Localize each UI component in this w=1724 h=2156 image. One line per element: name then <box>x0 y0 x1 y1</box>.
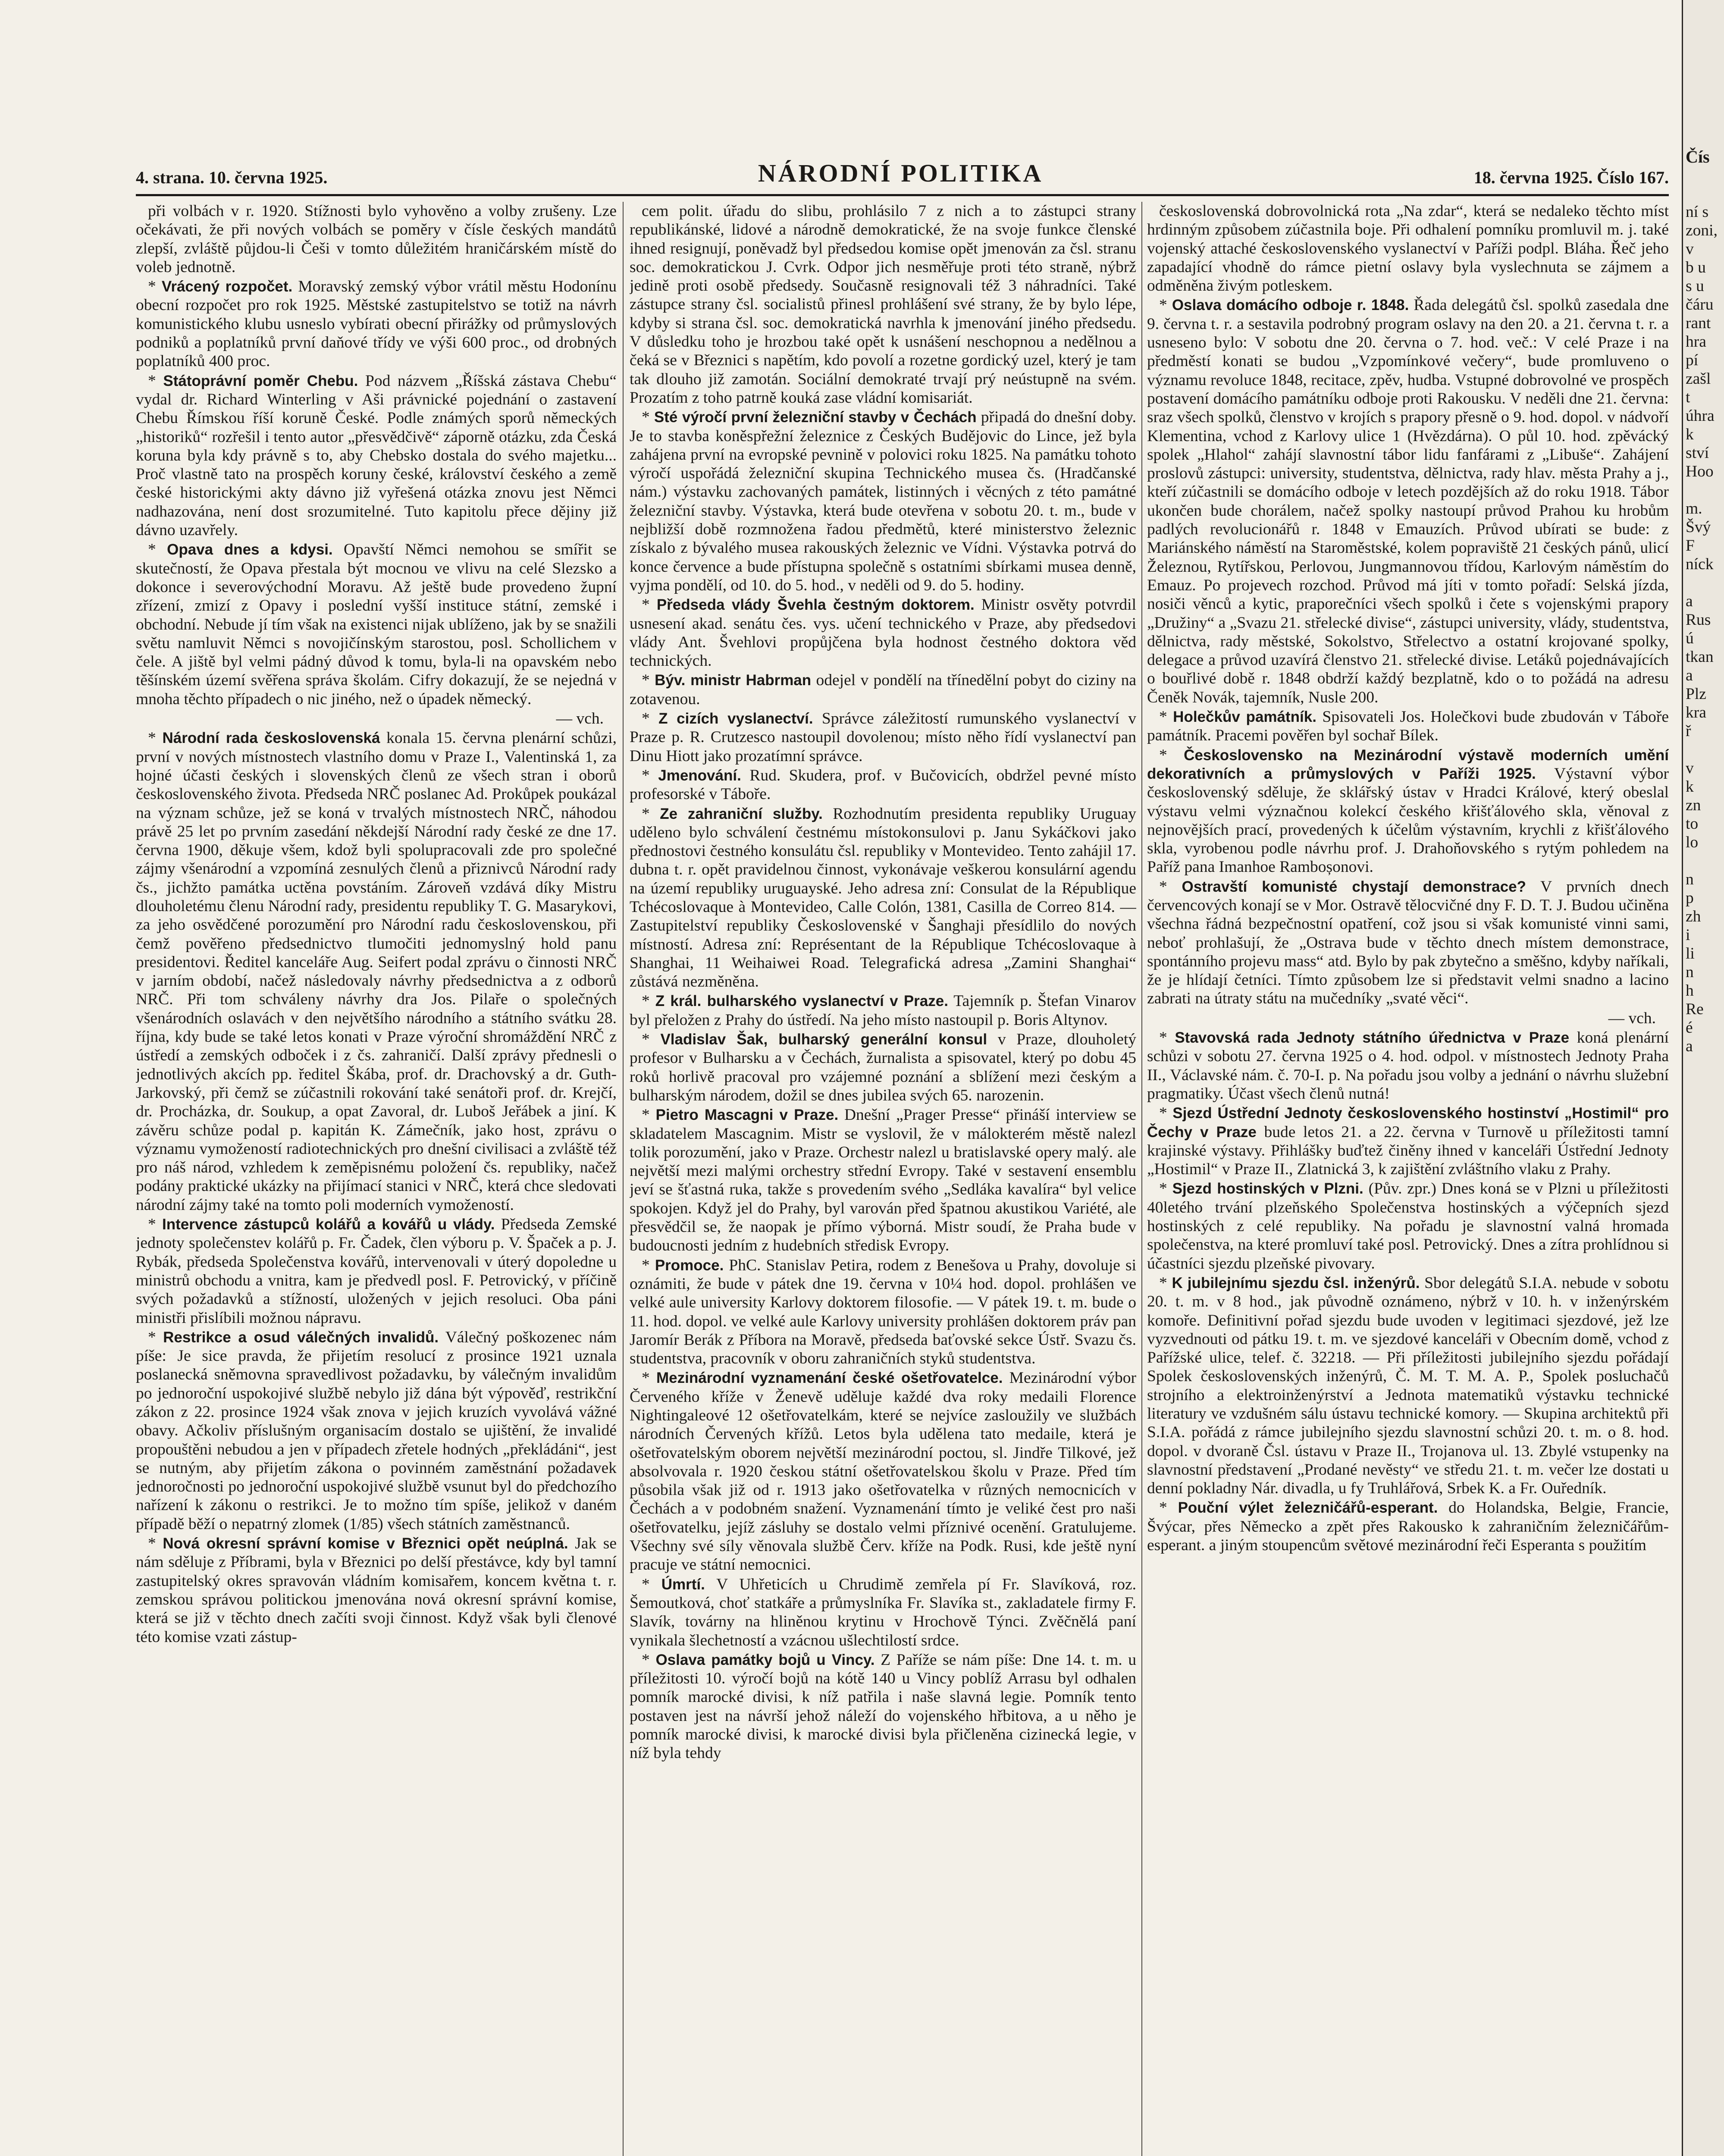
adjacent-page-line: ní s <box>1686 203 1709 221</box>
adjacent-page-line: li <box>1686 945 1695 962</box>
article-paragraph <box>136 202 617 276</box>
article-headline: Sté výročí první železniční stavby v Čechách <box>654 409 977 426</box>
adjacent-page-line: ství <box>1686 444 1709 462</box>
article-headline: Sjezd hostinských v Plzni. <box>1172 1180 1364 1197</box>
article-headline: Národní rada československá <box>162 730 380 747</box>
column-divider <box>623 202 624 2156</box>
article-text: cem polit. úřadu do slibu, prohlásilo 7 z nich a to zástupci strany republikánské, lidové a národně demokratické, že na svoje funkce členské ihned resignují, poněvadž byl předsedou komise opět jmenován za čsl. stranu soc. demokratickou J. Cvrk. Odpor jich nesměřuje proti této straně, nýbrž jedině proti osobě předsedy. Současně resignovali též 3 náhradníci. Také zástupce strany čsl. socialistů přinesl prohlášení své strany, že by bylo lépe, kdyby si strana čsl. soc. demokratická navrhla k jmenování jiného předsedu. V důsledku toho je hrozbou také opět k usnášení neschopnou a nedělnou a čeká se v Březnici s napětím, kdo povolí a rozetne gordický uzel, který je tam tak dlouho již zamotán. Sociální demokraté trvají prý neústupně na svém. Prozatím z toho patrně kouká zase vládní komisariát. <box>630 202 1136 407</box>
article-headline: Restrikce a osud válečných invalidů. <box>163 1329 439 1346</box>
article-headline: Československo na Mezinárodní výstavě moderních umění dekorativních a průmyslových v Paříži 1925. <box>1147 746 1669 782</box>
adjacent-page-line: to <box>1686 815 1699 833</box>
article-headline: Promoce. <box>655 1257 724 1274</box>
article-paragraph <box>1147 202 1669 295</box>
article-headline: K jubilejnímu sjezdu čsl. inženýrů. <box>1172 1274 1420 1291</box>
article-paragraph: * Restrikce a osud válečných invalidů. Válečný poškozenec nám píše: Je sice pravda, že přijetím resolucí z prosince 1921 uznala poslanecká sněmovna spravedlivost požadavku, by válečným invalidům po jednoroční uspokojivé službě nebylo již dána být výpověď, restrikční zákon z 22. prosince 1924 však znova v jejich kruzích vyvolává vážné obavy. Ačkoliv příslušným organisacím dostalo se ujištění, že invalidé propouštěni nebudou a jen v případech zřetele hodných „překládáni“, jest se nutným, aby přijetím zákona o povinném zaměstnání požadavek jednoročnosti po jednoroční uspokojivé službě vsunut byl do předchozího nařízení k zákonu o restrikci. Je to možno tím spíše, jelikož v daném případě běží o nepatrný zlomek (1/85) všech státních zaměstnanců. <box>136 1328 617 1533</box>
article-text: Sbor delegátů S.I.A. nebude v sobotu 20. t. m. v 8 hod., jak původně oznámeno, nýbrž v 10. h. v inženýrském komoře. Definitivní pořad sjezdu bude uvoden v legitimaci sjezdové, jež lze vyzvednouti od pátku 19. t. m. ve sjezdové kanceláři v Obecním domě, vchod z Pařížské ulice, telef. č. 32218. — Při příležitosti jubilejního sjezdu pořádají Spolek československých inženýrů, Č. M. T. M. A. P., Spolek posluchačů strojního a elektroinženýrství a Jednota matematiků výstavku technické literatury ve vzdušném sálu ústavu technické komory. — Skupina architektů při S.I.A. pořádá z rámce jubilejního sjezdu slavnostní schůzi 20. t. m. o 8. hod. dopol. v dvoraně Čsl. ústavu v Praze II., Trojanova ul. 13. Zbylé vstupenky na slavnostní představení „Prodané nevěsty“ ve středu 21. t. m. večer lze dostati u denní pokladny Nár. divadla, u fy Truhlářová, Srbek K. a Fr. Ouředník. <box>1147 1274 1669 1498</box>
adjacent-page-line: zoni, <box>1686 222 1718 239</box>
adjacent-page-line: Hoo <box>1686 463 1714 480</box>
article-signature: — vch. <box>1608 1009 1656 1027</box>
article-paragraph <box>630 202 1136 407</box>
article-text: při volbách v r. 1920. Stížnosti bylo vyhověno a volby zrušeny. Lze očekávati, že při nových volbách se poměry v čísle českých mandátů zlepší, zvláště půjdou-li Češi v tomto důležitém hraničárském místě do voleb jednotně. <box>136 202 617 276</box>
article-text: Jak se nám sděluje z Příbrami, byla v Březnici po delší přestávce, kdy byl tamní zastupitelský okres spravován vládním komisařem, koncem května t. r. zemskou správou politickou jmenována nová okresní správní komise, která se již v těchto dnech začíti svoji činnost. Když však byli členové této komise vzati zástup- <box>136 1535 617 1646</box>
article-paragraph: * Opava dnes a kdysi. Opavští Němci nemohou se smířit se skutečností, že Opava přestala být mocnou ve vlivu na celé Slezsko a dokonce i severovýchodní Moravu. Až ještě bude provedeno župní zřízení, zmizí z Opavy i poslední vyšší instituce státní, zemské i obchodní. Nebude jí tím však na existenci nijak ublíženo, jak by se snažili světu namluvit Němci s novojičínským starostou, posl. Schollichem v čele. A jiště byl velmi pádný důvod k tomu, byla-li na opavském nebo těšínském území svěřena správa školám. Cifry dokazují, že se nejedná v mnoha těchto případech o nic jiného, než o úpadek německý. <box>136 541 617 708</box>
article-paragraph: * Ostravští komunisté chystají demonstrace? V prvních dnech červencových konají se v Mor. Ostravě tělocvičné dny F. D. T. J. Budou učiněna všechna řádná bezpečnostní opatření, což jsou si však komunisté vinni sami, neboť prohlašují, že „Ostrava bude v těchto dnech místem demonstrace, spontánního projevu mass“ atd. Bylo by pak zbytečno a směšno, kdyby naříkali, že je hlídají četníci. Tímto způsobem lze si představit velmi snadno a lacino zabrati na útraty státu na mučedníky „svaté věci“. <box>1147 877 1669 1008</box>
adjacent-page-line: zašl <box>1686 370 1711 388</box>
adjacent-page-line: h <box>1686 982 1694 1000</box>
article-headline: Pietro Mascagni v Praze. <box>655 1106 839 1124</box>
article-paragraph: * Holečkův památník. Spisovateli Jos. Holečkovi bude zbudován v Táboře památník. Pracemi pověřen byl sochař Bílek. <box>1147 708 1669 745</box>
article-headline: Opava dnes a kdysi. <box>167 541 333 558</box>
adjacent-page-line: Rus <box>1686 611 1711 629</box>
article-paragraph: * Oslava památky bojů u Vincy. Z Paříže se nám píše: Dne 14. t. m. u příležitosti 10. výročí bojů na kótě 140 u Vincy poblíž Arrasu byl odhalen pomník marocké divisi, k níž patřila i naše slavná legie. Pomník tento postaven jest na návrší jehož náleží do vojenského hřbitova, a u něho je pomník marocké divisi, k marocké divisi byla přičleněna cizinecká legie, v níž byla tehdy <box>630 1651 1136 1762</box>
article-paragraph: * Mezinárodní vyznamenání české ošetřovatelce. Mezinárodní výbor Červeného kříže v Ženevě uděluje každé dva roky medaili Florence Nightingaleové 12 ošetřovatelkám, které se nejvíce zasloužily ve službách národních Červených křížů. Letos byla udělena tato medaile, která je ošetřovatelským oborem největší mezinárodní poctou, sl. Jindře Tilkové, jež absolvovala r. 1920 českou státní ošetřovatelskou školu v Praze. Před tím působila však již od r. 1913 jako ošetřovatelka v různých nemocnicích v Čechách a v podobném snažení. Vyznamenání tímto je veliké čest pro naši ošetřovatelku, jejíž zásluhy se dostalo velmi příznivé ocenění. Gratulujeme. Všechny své síly věnovala službě Červ. kříže na Podk. Rusi, kde ještě nyní pracuje ve státní nemocnici. <box>630 1369 1136 1574</box>
adjacent-page-line: Plz <box>1686 685 1706 703</box>
adjacent-page-line: a <box>1686 667 1693 684</box>
article-text: v Praze, dlouholetý profesor v Bulharsku a v Čechách, žurnalista a spisovatel, který po dobu 45 roků horlivě pracoval pro vzájemné poznání a sblížení mezi českým a bulharským národem, dožil se dnes jubilea svých 65. narozenin. <box>630 1031 1136 1104</box>
article-text: odejel v pondělí na třínedělní pobyt do ciziny na zotavenou. <box>630 671 1136 708</box>
article-paragraph: * Stavovská rada Jednoty státního úřednictva v Praze koná plenární schůzi v sobotu 27. června 1925 o 4. hod. odpol. v místnostech Jednoty Praha II., Václavské nám. č. 70-I. p. Na pořadu jsou volby a jednání o návrhu služební pragmatiky. Účast všech členů nutná! <box>1147 1029 1669 1103</box>
article-paragraph: * Z cizích vyslanectví. Správce záležitostí rumunského vyslanectví v Praze p. R. Crutzesco nastoupil dovolenou; místo něho řídí vyslanectví pan Dinu Hiott jako prozatímní správce. <box>630 710 1136 765</box>
adjacent-page-line: v <box>1686 759 1694 777</box>
adjacent-page-line: t <box>1686 389 1690 406</box>
article-text: Dnešní „Prager Presse“ přináší interview se skladatelem Mascagnim. Mistr se vyslovil, že v málokterém městě nalezl tolik porozumění, jako v Praze. Orchestr nalezl u bratislavské opery malý. ale největší mezi malými orchestry střední Evropy. Také v sestavení ensemblu jeví se šťastná ruka, takže s provedením svého „Sedláka kavalíra“ byl velice spokojen. Když jel do Prahy, byl varován před špatnou akustikou Variété, ale přesvědčil se, že naopak je přímo výborná. Mistr soudí, že Praha bude v budoucnosti jedním z hudebních středisk Evropy. <box>630 1106 1136 1255</box>
article-text: Moravský zemský výbor vrátil městu Hodonínu obecní rozpočet pro rok 1925. Městské zastupitelstvo se totiž na návrh komunistického klubu usneslo vybírati obecní přirážky od průmyslových podniků a poplatníků první daňové třídy ve výši 600 proc., od drobných poplatníků 400 proc. <box>136 278 617 370</box>
adjacent-page-line: zh <box>1686 908 1701 925</box>
article-headline: Ze zahraniční služby. <box>660 805 823 822</box>
article-headline: Oslava památky bojů u Vincy. <box>655 1651 875 1668</box>
adjacent-page-line: kra <box>1686 704 1706 721</box>
adjacent-page-line: v <box>1686 240 1694 258</box>
adjacent-page-line: úhra <box>1686 407 1715 425</box>
article-text: Řada delegátů čsl. spolků zasedala dne 9. června t. r. a sestavila podrobný program oslavy na den 20. a 21. června t. r. a usneseno bylo: V sobotu dne 20. června o 7. hod. več.: V celé Praze i na předměstí konati se budou „Vzpomínkové večery“, bude promluveno o významu revoluce 1848, recitace, zpěv, hudba. Vstupné dobrovolné ve prospěch postavení domácího památníku odboje proti Rakousku. V neděli dne 21. června: sraz všech spolků, členstvo v krojích s prapory přesně o 9. hod. dopol. v nádvoří Klementina, vchod z Karlovy ulice 1 (Hvězdárna). O půl 10. hod. zpěvácký spolek „Hlahol“ zahájí slavnostní tábor lidu fanfárami z „Libuše“. Zahájení proslovů zástupci: university, studentstva, dělnictva, rady hlav. města Prahy a j., kteří zúčastnili se domácího odboje v letech pozdějších až do roku 1918. Tábor ukončen bude chorálem, načež spolky nastoupí průvod Prahou ku hrobům padlých revolucionářů r. 1848 v Emauzích. Průvod ubírati se bude: z Mariánského náměstí na Staroměstské, kolem popraviště 21 českých pánů, ulicí Železnou, Rytířskou, Perlovou, Jungmannovou třídou, Karlovým náměstím do Emauz. Po projevech rozchod. Průvod má jíti v tomto pořadí: Selská jízda, nosiči věnců a kytic, praporečníci všech spolků i čete s vojenskými prapory „Družiny“ a „Svazu 21. střelecké divise“, zástupci university, vlády, studentstva, dělnictva, rady městské, Sokolstvo, Střelectvo a ostatní krojované spolky, delegace a průvod uzavírá členstvo 21. střelecké divise. Letáků pojednávajících o bouřlivé době r. 1848 obdrží každý bezplatně, kdo o to požádá na adresu Čeněk Novák, tajemník, Nusle 200. <box>1147 296 1669 706</box>
article-text: Pod názvem „Říšská zástava Chebu“ vydal dr. Richard Winterling v Aši právnické pojednání o zastavení Chebu Římskou říší koruně České. Podle známých sporů německých „historiků“ rozřešil i tento autor „přesvědčivě“ záporně otázku, zda Česká koruna byla kdy právně s to, aby Chebsko dostala do svého majetku... Proč vlastně tato na prospěch koruny české, království českého a země české historickými akty dávno již vyřešená otázka znovu jest Němci nadhazována, není dost srozumitelné. Tuto kapitolu přece dějiny již dávno uzavřely. <box>136 372 617 539</box>
adjacent-page-line: k <box>1686 426 1694 443</box>
article-paragraph: * Pouční výlet železničářů-esperant. do Holandska, Belgie, Francie, Švýcar, přes Německo a zpět přes Rakousko k zahraničním železničářům-esperant. a jiným stoupencům světové mezinárodní řeči Esperanta s použitím <box>1147 1499 1669 1554</box>
article-text: Tajemník p. Štefan Vinarov byl přeložen z Prahy do ústředí. Na jeho místo nastoupil p. Boris Altynov. <box>630 992 1136 1029</box>
article-text: Spisovateli Jos. Holečkovi bude zbudován v Táboře památník. Pracemi pověřen byl sochař Bílek. <box>1147 708 1669 745</box>
article-paragraph: * Sjezd hostinských v Plzni. (Pův. zpr.) Dnes koná se v Plzni u příležitosti 40letého trvání plzeňského Společenstva hostinských a výčepních sjezd hostinských z celé republiky. Na pořadu je slavnostní valná hromada společenstva, na které promluví také posl. Petrovický. Dnes a zítra prohlídnou si účastníci sjezdu plzeňské pivovary. <box>1147 1180 1669 1272</box>
adjacent-page-line: i <box>1686 926 1690 944</box>
adjacent-page-line: F <box>1686 537 1695 555</box>
adjacent-page-line: n <box>1686 963 1694 981</box>
article-headline: Intervence zástupců kolářů a kovářů u vlády. <box>162 1216 495 1233</box>
adjacent-page-line: Re <box>1686 1000 1704 1018</box>
article-text: Opavští Němci nemohou se smířit se skutečností, že Opava přestala být mocnou ve vlivu na celé Slezsko a dokonce i severovýchodní Moravu. Až ještě bude provedeno župní zřízení, zmizí z Opavy i poslední vyšší instituce státní, zemské i obchodní. Nebude jí tím však na existenci nijak ublíženo, jak by se snažili světu namluvit Němci s novojičínským starostou, posl. Schollichem v čele. A jiště byl velmi pádný důvod k tomu, byla-li na opavském nebo těšínském území svěřena správa školám. Cifry dokazují, že se nejedná v mnoha těchto případech o nic jiného, než o úpadek německý. <box>136 541 617 708</box>
article-paragraph: * Vrácený rozpočet. Moravský zemský výbor vrátil městu Hodonínu obecní rozpočet pro rok 1925. Městské zastupitelstvo se totiž na návrh komunistického klubu usneslo vybírati obecní přirážky od průmyslových podniků a poplatníků první daňové třídy ve výši 600 proc., od drobných poplatníků 400 proc. <box>136 278 617 370</box>
article-column-2 <box>630 202 1136 2156</box>
adjacent-page-line: n <box>1686 871 1694 888</box>
article-text: V Uhřeticích u Chrudimě zemřela pí Fr. Slavíková, roz. Šemoutková, choť statkáře a průmyslníka Fr. Slavíka st., zakladatele firmy F. Slavík, továrny na hliněnou krytinu v Hrochově Týnci. Zvěčnělá paní vynikala šlechetností a vzácnou ušlechtilostí srdce. <box>630 1575 1136 1649</box>
article-headline: Vrácený rozpočet. <box>161 278 293 295</box>
article-paragraph: * Sté výročí první železniční stavby v Čechách připadá do dnešní doby. Je to stavba koněspřežní železnice z Českých Budějovic do Lince, jež byla zahájena první na evropské pevnině v polovici roku 1825. Na památku tohoto výročí uspořádá železniční skupina Technického musea čs. (Hradčanské nám.) výstavku zachovaných památek, listinných i věcných z této památné železniční stavby. Výstavka, která bude otevřena v sobotu 20. t. m., bude v nejbližší době rozmnožena řadou předmětů, které ministerstvo železnic získalo z bývalého musea rakouských železnic ve Vídni. Výstavka potrvá do konce července a bude přístupna společně s ostatními sbírkami musea denně, vyjma pondělí, od 10. do 5. hod., v neděli od 9. do 5. hodiny. <box>630 408 1136 594</box>
header-rule <box>136 194 1669 196</box>
article-text: koná plenární schůzi v sobotu 27. června 1925 o 4. hod. odpol. v místnostech Jednoty Praha II., Václavské nám. č. 70-I. p. Na pořadu jsou volby a jednání o návrhu služební pragmatiky. Účast všech členů nutná! <box>1147 1029 1669 1103</box>
article-signature: — vch. <box>556 710 604 728</box>
article-headline: Státoprávní poměr Chebu. <box>163 372 358 389</box>
article-headline: Býv. ministr Habrman <box>655 672 812 689</box>
column-divider <box>1141 202 1142 2156</box>
issue-date-number: 18. června 1925. Číslo 167. <box>1473 168 1669 187</box>
article-headline: Úmrtí. <box>661 1576 705 1593</box>
article-paragraph: * Státoprávní poměr Chebu. Pod názvem „Říšská zástava Chebu“ vydal dr. Richard Winterling v Aši právnické pojednání o zastavení Chebu Římskou říší koruně České. Podle známých sporů německých „historiků“ rozřešil i tento autor „přesvědčivě“ záporně otázku, zda Česká koruna byla kdy právně s to, aby Chebsko dostala do svého majetku... Proč vlastně tato na prospěch koruny české, království českého a země české historickými akty dávno již vyřešená otázka znovu jest Němci nadhazována, není dost srozumitelné. Tuto kapitolu přece dějiny již dávno uzavřely. <box>136 372 617 539</box>
adjacent-page-line: k <box>1686 778 1694 796</box>
article-paragraph: * Československo na Mezinárodní výstavě moderních umění dekorativních a průmyslových v Paříži 1925. Výstavní výbor československý sděluje, že sklářský ústav v Hradci Králové, který obeslal výstavu velmi význačnou kolekcí českého křišťálového skla, věnoval z nejnovějších prací, provedených k účelům výstavním, krychli z křišťálového skla, vyrobenou podle návrhu prof. J. Drahoňovského s rytým pohledem na Paříž pana Imanhoe Ramboșonovi. <box>1147 746 1669 876</box>
article-text: připadá do dnešní doby. Je to stavba koněspřežní železnice z Českých Budějovic do Lince, jež byla zahájena první na evropské pevnině v polovici roku 1825. Na památku tohoto výročí uspořádá železniční skupina Technického musea čs. (Hradčanské nám.) výstavku zachovaných památek, listinných i věcných z této památné železniční stavby. Výstavka, která bude otevřena v sobotu 20. t. m., bude v nejbližší době rozmnožena řadou předmětů, které ministerstvo železnic získalo z bývalého musea rakouských železnic ve Vídni. Výstavka potrvá do konce července a bude přístupna společně s ostatními sbírkami musea denně, vyjma pondělí, od 10. do 5. hod., v neděli od 9. do 5. hodiny. <box>630 408 1136 594</box>
article-paragraph: * Jmenování. Rud. Skudera, prof. v Bučovicích, obdržel pevné místo profesorské v Táboře. <box>630 766 1136 803</box>
adjacent-page-line: hra <box>1686 333 1706 351</box>
page-number-date: 4. strana. 10. června 1925. <box>136 168 328 187</box>
article-text: Z Paříže se nám píše: Dne 14. t. m. u příležitosti 10. výročí bojů na kótě 140 u Vincy poblíž Arrasu byl odhalen pomník marocké divisi, k níž patřila i naše slavná legie. Pomník tento postaven jest na návrší jehož náleží do vojenského hřbitova, a u něho je pomník marocké divisi, k marocké divisi byla přičleněna cizinecká legie, v níž byla tehdy <box>630 1651 1136 1762</box>
article-headline: Pouční výlet železničářů-esperant. <box>1178 1499 1438 1517</box>
adjacent-page-line: rant <box>1686 314 1711 332</box>
adjacent-page-line: b u <box>1686 259 1706 276</box>
adjacent-page-line: ú <box>1686 630 1694 647</box>
adjacent-page-line: čáru <box>1686 296 1714 313</box>
article-paragraph: * Národní rada československá konala 15. června plenární schůzi, první v nových místnostech vlastního domu v Praze I., Valentinská 1, za hojné účasti českých i slovenských členů ze všech stran i oborů československého života. Předseda NRČ poslanec Ad. Prokůpek poukázal na význam schůze, jež se koná v trvalých místnostech NRČ, náhodou právě 25 let po prvním zasedání někdejší Národní rady české ze dne 17. června 1900, děkuje všem, kdož byli spolupracovali zde pro společné zájmy všenárodní a vzpomíná zesnulých členů a přiznivců Národní rady čs., jichžto památka uctěna povstáním. Zároveň vzdává díky Mistru dlouholetému členu Národní rady, presidentu republiky T. G. Masarykovi, za jeho osvědčené porozumění pro Národní radu československou, při čemž pověřeno předsednictvo tlumočiti jednomyslný hold panu presidentovi. Ředitel kanceláře Aug. Seifert podal zprávu o činnosti NRČ v jarním období, načež následovaly návrhy předsednictva a z odborů NRČ. Při tom schváleny návrhy dra Jos. Pilaře o společných všenárodních oslavách v den největšího národního a státního svátku 28. října, kdy bude se také letos konati v Praze výroční shromáždění NRČ z ústředí a zemských odboček i z čs. zahraničí. Další zprávy přednesli o jednotlivých akcích pp. ředitel Škába, prof. dr. Drachovský a dr. Guth-Jarkovský, při čemž se zúčastnili rokování také senátoři prof. dr. Krejčí, dr. Procházka, dr. Soukup, a opat Zavoral, dr. Luboš Jeřábek a jiní. K závěru schůze podal p. kapitán K. Zámečník, jako host, zprávu o významu vymožeností radiotechnických pro dnešní civilisaci a zvláště též pro náš národ, vzhledem k zeměpisnému položení čs. republiky, načež podány praktické ukázky na přijímací stanici v NRČ, která chce sledovati národní zájmy také na tomto poli moderních vymožeností. <box>136 729 617 1214</box>
article-paragraph: * Intervence zástupců kolářů a kovářů u vlády. Předseda Zemské jednoty společenstev kolářů p. Fr. Čadek, člen výboru p. V. Špaček a p. J. Rybák, předseda Společenstva kovářů, intervenovali v úterý dopoledne u ministrů obchodu a vnitra, kam je předvedl posl. F. Petrovický, v příčině svých požadavků a stížností, uložených v jejich resoluci. Oba páni ministři přislíbili možnou nápravu. <box>136 1216 617 1327</box>
article-headline: Jmenování. <box>658 767 741 784</box>
article-headline: Nová okresní správní komise v Březnici opět neúplná. <box>163 1535 568 1552</box>
article-headline: Vladislav Šak, bulharský generální konsul <box>660 1031 987 1048</box>
adjacent-page-line: pí <box>1686 351 1699 369</box>
page-header <box>136 157 1669 188</box>
adjacent-page-line: p <box>1686 889 1694 907</box>
article-text: do Holandska, Belgie, Francie, Švýcar, přes Německo a zpět přes Rakousko k zahraničním železničářům-esperant. a jiným stoupencům světové mezinárodní řeči Esperanta s použitím <box>1147 1499 1669 1554</box>
article-text: Výstavní výbor československý sděluje, že sklářský ústav v Hradci Králové, který obeslal výstavu velmi význačnou kolekcí českého křišťálového skla, věnoval z nejnovějších prací, provedených k účelům výstavním, krychli z křišťálového skla, vyrobenou podle návrhu prof. J. Drahoňovského s rytým pohledem na Paříž pana Imanhoe Ramboșonovi. <box>1147 765 1669 876</box>
adjacent-page-line: s u <box>1686 277 1704 295</box>
article-paragraph: * Býv. ministr Habrman odejel v pondělí na třínedělní pobyt do ciziny na zotavenou. <box>630 671 1136 708</box>
adjacent-page-edge <box>1682 0 1724 2156</box>
article-text: PhC. Stanislav Petira, rodem z Benešova u Prahy, dovoluje si oznámiti, že bude v pátek dne 19. června v 10¼ hod. dopol. prohlášen ve velké aule university Karlovy doktorem filosofie. — V pátek 19. t. m. bude o 11. hod. dopol. ve velké aule Karlovy university prohlášen doktorem práv pan Jaromír Berák z Příbora na Moravě, předseda baťovské sekce Ústř. Svazu čs. studentstva, pracovník v oboru zahraničních styků studentstva. <box>630 1256 1136 1368</box>
article-paragraph: * Úmrtí. V Uhřeticích u Chrudimě zemřela pí Fr. Slavíková, roz. Šemoutková, choť statkáře a průmyslníka Fr. Slavíka st., zakladatele firmy F. Slavík, továrny na hliněnou krytinu v Hrochově Týnci. Zvěčnělá paní vynikala šlechetností a vzácnou ušlechtilostí srdce. <box>630 1575 1136 1649</box>
article-paragraph: * Vladislav Šak, bulharský generální konsul v Praze, dlouholetý profesor v Bulharsku a v Čechách, žurnalista a spisovatel, který po dobu 45 roků horlivě pracoval pro vzájemné poznání a sblížení mezi českým a bulharským národem, dožil se dnes jubilea svých 65. narozenin. <box>630 1031 1136 1104</box>
article-paragraph: * Sjezd Ústřední Jednoty československého hostinství „Hostimil“ pro Čechy v Praze bude letos 21. a 22. června v Turnově u příležitosti tamní krajinské výstavy. Přihlášky buďtež činěny ihned v kanceláři Ústřední Jednoty „Hostimil“ v Praze II., Zlatnická 3, k zajištění zvláštního vlaku z Prahy. <box>1147 1104 1669 1178</box>
article-text: Ministr osvěty potvrdil usnesení akad. senátu čes. vys. učení technického v Praze, aby předsedovi vlády Ant. Švehlovi propůjčena byla hodnost čestného doktora věd technických. <box>630 596 1136 670</box>
adjacent-page-line: zn <box>1686 796 1701 814</box>
article-headline: Z cizích vyslanectví. <box>658 710 813 727</box>
article-paragraph: * Ze zahraniční služby. Rozhodnutím presidenta republiky Uruguay uděleno bylo schválení čestnému místokonsulovi p. Janu Sykáčkovi jako přednostovi čestného konsulátu čsl. republiky v Montevideo. Tento zahájil 17. dubna t. r. opět pravidelnou činnost, vykonávaje veškerou konsulární agendu na území republiky uruguayské. Jeho adresa zní: Consulat de la République Tchécoslovaque à Montevideo, Calle Colón, 1381, Casilla de Correo 814. — Zastupitelství republiky Československé v Šanghaji přesídlilo do nových místností. Adresa zní: Représentant de la République Tchécoslovaque à Shanghai, 11 Weihaiwei Road. Telegrafická adresa „Zamini Shanghai“ zůstává nezměněna. <box>630 805 1136 991</box>
article-text: V prvních dnech červencových konají se v Mor. Ostravě tělocvičné dny F. D. T. J. Budou učiněna všechna řádná bezpečnostní opatření, což jsou si však komunisté vinni sami, neboť prohlašují, že „Ostrava bude v těchto dnech místem demonstrace, spontánního projevu mass“ atd. Bylo by pak zbytečno a směšno, kdyby naříkali, že je hlídají četníci. Tímto způsobem lze si představit velmi snadno a lacino zabrati na útraty státu na mučedníky „svaté věci“. <box>1147 877 1669 1008</box>
article-headline: Sjezd Ústřední Jednoty československého hostinství „Hostimil“ pro Čechy v Praze <box>1147 1105 1669 1141</box>
article-text: bude letos 21. a 22. června v Turnově u příležitosti tamní krajinské výstavy. Přihlášky buďtež činěny ihned v kanceláři Ústřední Jednoty „Hostimil“ v Praze II., Zlatnická 3, k zajištění zvláštního vlaku z Prahy. <box>1147 1123 1669 1178</box>
article-paragraph: * Oslava domácího odboje r. 1848. Řada delegátů čsl. spolků zasedala dne 9. června t. r. a sestavila podrobný program oslavy na den 20. a 21. června t. r. a usneseno bylo: V sobotu dne 20. června o 7. hod. več.: V celé Praze i na předměstí konati se budou „Vzpomínkové večery“, bude promluveno o významu revoluce 1848, recitace, zpěv, hudba. Vstupné dobrovolné ve prospěch postavení domácího památníku odboje proti Rakousku. V neděli dne 21. června: sraz všech spolků, členstvo v krojích s prapory přesně o 9. hod. dopol. v nádvoří Klementina, vchod z Karlovy ulice 1 (Hvězdárna). O půl 10. hod. zpěvácký spolek „Hlahol“ zahájí slavnostní tábor lidu fanfárami z „Libuše“. Zahájení proslovů zástupci: university, studentstva, dělnictva, rady hlav. města Prahy a j., kteří zúčastnili se domácího odboje v letech pozdějších až do roku 1918. Tábor ukončen bude chorálem, načež spolky nastoupí průvod Prahou ku hrobům padlých revolucionářů r. 1848 v Emauzích. Průvod ubírati se bude: z Mariánského náměstí na Staroměstské, kolem popraviště 21 českých pánů, ulicí Železnou, Rytířskou, Perlovou, Jungmannovou třídou, Karlovým náměstím do Emauz. Po projevech rozchod. Průvod má jíti v tomto pořadí: Selská jízda, nosiči věnců a kytic, praporečníci všech spolků i čete s vojenskými prapory „Družiny“ a „Svazu 21. střelecké divise“, zástupci university, vlády, studentstva, dělnictva, rady městské, Sokolstvo, Střelectvo a ostatní krojované spolky, delegace a průvod uzavírá členstvo 21. střelecké divise. Letáků pojednávajících o bouřlivé době r. 1848 obdrží každý bezplatně, kdo o to požádá na adresu Čeněk Novák, tajemník, Nusle 200. <box>1147 296 1669 706</box>
article-text: Mezinárodní výbor Červeného kříže v Ženevě uděluje každé dva roky medaili Florence Nightingaleové 12 ošetřovatelkám, které se nejvíce zasloužily ve službách národních Červených křížů. Letos byla udělena tato medaile, která je ošetřovatelským oborem největší mezinárodní poctou, sl. Jindře Tilkové, jež absolvovala r. 1920 českou státní ošetřovatelskou školu v Praze. Před tím působila však již od r. 1913 jako ošetřovatelka v různých nemocnicích v Čechách a v podobném snažení. Vyznamenání tímto je veliké čest pro naši ošetřovatelku, jejíž zásluhy se dostalo velmi příznivé ocenění. Gratulujeme. Všechny své síly věnovala službě Červ. kříže na Podk. Rusi, kde ještě nyní pracuje ve státní nemocnici. <box>630 1369 1136 1574</box>
article-headline: Ostravští komunisté chystají demonstrace? <box>1182 878 1527 895</box>
adjacent-page-header: Čís <box>1686 147 1710 166</box>
article-headline: Stavovská rada Jednoty státního úřednictva v Praze <box>1175 1029 1570 1047</box>
article-headline: Holečkův památník. <box>1173 708 1317 726</box>
article-text: československá dobrovolnická rota „Na zdar“, která se nedaleko těchto míst hrdinným způsobem zúčastnila boje. Při odhalení pomníku promluvil m. j. také vojenský attaché československého vyslanectví v Paříži podpl. Bláha. Řeč jeho zapadající vhodně do rámce pietní oslavy byla vyslechnuta se zájmem a odměněna živým potleskem. <box>1147 202 1669 295</box>
adjacent-page-line: ř <box>1686 722 1691 740</box>
adjacent-page-line: lo <box>1686 834 1699 851</box>
newspaper-title: NÁRODNÍ POLITIKA <box>758 159 1044 187</box>
article-text: Správce záležitostí rumunského vyslanectví v Praze p. R. Crutzesco nastoupil dovolenou; místo něho řídí vyslanectví pan Dinu Hiott jako prozatímní správce. <box>630 710 1136 765</box>
adjacent-page-line: níck <box>1686 555 1714 573</box>
article-text: Předseda Zemské jednoty společenstev kolářů p. Fr. Čadek, člen výboru p. V. Špaček a p. J. Rybák, předseda Společenstva kovářů, intervenovali v úterý dopoledne u ministrů obchodu a vnitra, kam je předvedl posl. F. Petrovický, v příčině svých požadavků a stížností, uložených v jejich resoluci. Oba páni ministři přislíbili možnou nápravu. <box>136 1216 617 1327</box>
article-headline: Z král. bulharského vyslanectví v Praze. <box>655 993 948 1010</box>
article-text: Válečný poškozenec nám píše: Je sice pravda, že přijetím resolucí z prosince 1921 uznala poslanecká sněmovna spravedlivost požadavku, by válečným invalidům po jednoroční uspokojivé službě nebylo již dána být výpověď, restrikční zákon z 22. prosince 1924 však znova v jejich kruzích vyvolává vážné obavy. Ačkoliv příslušným organisacím dostalo se ujištění, že invalidé propouštěni nebudou a jen v případech zřetele hodných „překládáni“, jest se nutným, aby přijetím zákona o povinném zaměstnání požadavek jednoročnosti po jednoroční uspokojivé službě vsunut byl do předchozího nařízení k zákonu o restrikci. Je to možno tím spíše, jelikož v daném případě běží o nepatrný zlomek (1/85) všech státních zaměstnanců. <box>136 1328 617 1533</box>
adjacent-page-line: a <box>1686 1037 1693 1055</box>
article-paragraph: * Z král. bulharského vyslanectví v Praze. Tajemník p. Štefan Vinarov byl přeložen z Prahy do ústředí. Na jeho místo nastoupil p. Boris Altynov. <box>630 992 1136 1029</box>
article-headline: Předseda vlády Švehla čestným doktorem. <box>656 596 975 614</box>
adjacent-page-line: a <box>1686 592 1693 610</box>
adjacent-page-line: Švý <box>1686 518 1711 536</box>
article-text: Rozhodnutím presidenta republiky Uruguay uděleno bylo schválení čestnému místokonsulovi p. Janu Sykáčkovi jako přednostovi čestného konsulátu čsl. republiky v Montevideo. Tento zahájil 17. dubna t. r. opět pravidelnou činnost, vykonávaje veškerou konsulární agendu na území republiky uruguayské. Jeho adresa zní: Consulat de la République Tchécoslovaque à Montevideo, Calle Colón, 1381, Casilla de Correo 814. — Zastupitelství republiky Československé v Šanghaji přesídlilo do nových místností. Adresa zní: Représentant de la République Tchécoslovaque à Shanghai, 11 Weihaiwei Road. Telegrafická adresa „Zamini Shanghai“ zůstává nezměněna. <box>630 805 1136 991</box>
article-column-1 <box>136 202 617 2156</box>
article-paragraph: * Pietro Mascagni v Praze. Dnešní „Prager Presse“ přináší interview se skladatelem Mascagnim. Mistr se vyslovil, že v málokterém městě nalezl tolik porozumění, jako v Praze. Orchestr nalezl u bratislavské opery malý. ale největší mezi malými orchestry střední Evropy. Také v sestavení ensemblu jeví se šťastná ruka, takže s provedením svého „Sedláka kavalíra“ byl velice spokojen. Když jel do Prahy, byl varován před špatnou akustikou Variété, ale přesvědčil se, že naopak je přímo výborná. Mistr soudí, že Praha bude v budoucnosti jedním z hudebních středisk Evropy. <box>630 1106 1136 1255</box>
adjacent-page-line: m. <box>1686 500 1702 517</box>
article-paragraph: * Předseda vlády Švehla čestným doktorem. Ministr osvěty potvrdil usnesení akad. senátu čes. vys. učení technického v Praze, aby předsedovi vlády Ant. Švehlovi propůjčena byla hodnost čestného doktora věd technických. <box>630 596 1136 670</box>
adjacent-page-line: é <box>1686 1019 1693 1037</box>
article-text: (Pův. zpr.) Dnes koná se v Plzni u příležitosti 40letého trvání plzeňského Společenstva hostinských a výčepních sjezd hostinských z celé republiky. Na pořadu je slavnostní valná hromada společenstva, na které promluví také posl. Petrovický. Dnes a zítra prohlídnou si účastníci sjezdu plzeňské pivovary. <box>1147 1180 1669 1272</box>
article-paragraph: * Promoce. PhC. Stanislav Petira, rodem z Benešova u Prahy, dovoluje si oznámiti, že bude v pátek dne 19. června v 10¼ hod. dopol. prohlášen ve velké aule university Karlovy doktorem filosofie. — V pátek 19. t. m. bude o 11. hod. dopol. ve velké aule Karlovy university prohlášen doktorem práv pan Jaromír Berák z Příbora na Moravě, předseda baťovské sekce Ústř. Svazu čs. studentstva, pracovník v oboru zahraničních styků studentstva. <box>630 1256 1136 1368</box>
adjacent-page-line: tkan <box>1686 648 1714 666</box>
article-text: konala 15. června plenární schůzi, první v nových místnostech vlastního domu v Praze I., Valentinská 1, za hojné účasti českých i slovenských členů ze všech stran i oborů československého života. Předseda NRČ poslanec Ad. Prokůpek poukázal na význam schůze, jež se koná v trvalých místnostech NRČ, náhodou právě 25 let po prvním zasedání někdejší Národní rady české ze dne 17. června 1900, děkuje všem, kdož byli spolupracovali zde pro společné zájmy všenárodní a vzpomíná zesnulých členů a přiznivců Národní rady čs., jichžto památka uctěna povstáním. Zároveň vzdává díky Mistru dlouholetému členu Národní rady, presidentu republiky T. G. Masarykovi, za jeho osvědčené porozumění pro Národní radu československou, při čemž pověřeno předsednictvo tlumočiti jednomyslný hold panu presidentovi. Ředitel kanceláře Aug. Seifert podal zprávu o činnosti NRČ v jarním období, načež následovaly návrhy předsednictva a z odborů NRČ. Při tom schváleny návrhy dra Jos. Pilaře o společných všenárodních oslavách v den největšího národního a státního svátku 28. října, kdy bude se také letos konati v Praze výroční shromáždění NRČ z ústředí a zemských odboček i z čs. zahraničí. Další zprávy přednesli o jednotlivých akcích pp. ředitel Škába, prof. dr. Drachovský a dr. Guth-Jarkovský, při čemž se zúčastnili rokování také senátoři prof. dr. Krejčí, dr. Procházka, dr. Soukup, a opat Zavoral, dr. Luboš Jeřábek a jiní. K závěru schůze podal p. kapitán K. Zámečník, jako host, zprávu o významu vymožeností radiotechnických pro dnešní civilisaci a zvláště též pro náš národ, vzhledem k zeměpisnému položení čs. republiky, načež podány praktické ukázky na přijímací stanici v NRČ, která chce sledovati národní zájmy také na tomto poli moderních vymožeností. <box>136 729 617 1214</box>
article-paragraph: * K jubilejnímu sjezdu čsl. inženýrů. Sbor delegátů S.I.A. nebude v sobotu 20. t. m. v 8 hod., jak původně oznámeno, nýbrž v 10. h. v inženýrském komoře. Definitivní pořad sjezdu bude uvoden v legitimaci sjezdové, jež lze vyzvednouti od pátku 19. t. m. ve sjezdové kanceláři v Obecním domě, vchod z Pařížské ulice, telef. č. 32218. — Při příležitosti jubilejního sjezdu pořádají Spolek československých inženýrů, Č. M. T. M. A. P., Spolek posluchačů strojního a elektroinženýrství a Jednota matematiků výstavku technické literatury ve vzdušném sálu ústavu technické komory. — Skupina architektů při S.I.A. pořádá z rámce jubilejního sjezdu slavnostní schůzi 20. t. m. o 8. hod. dopol. v dvoraně Čsl. ústavu v Praze II., Trojanova ul. 13. Zbylé vstupenky na slavnostní představení „Prodané nevěsty“ ve středu 21. t. m. večer lze dostati u denní pokladny Nár. divadla, u fy Truhlářová, Srbek K. a Fr. Ouředník. <box>1147 1274 1669 1498</box>
article-headline: Oslava domácího odboje r. 1848. <box>1172 297 1409 314</box>
article-text: Rud. Skudera, prof. v Bučovicích, obdržel pevné místo profesorské v Táboře. <box>630 766 1136 803</box>
article-column-3 <box>1147 202 1669 2156</box>
article-paragraph: * Nová okresní správní komise v Březnici opět neúplná. Jak se nám sděluje z Příbrami, byla v Březnici po delší přestávce, kdy byl tamní zastupitelský okres spravován vládním komisařem, koncem května t. r. zemskou správou politickou jmenována nová okresní správní komise, která se již v těchto dnech začíti svoji činnost. Když však byli členové této komise vzati zástup- <box>136 1535 617 1646</box>
article-headline: Mezinárodní vyznamenání české ošetřovatelce. <box>656 1369 1003 1387</box>
